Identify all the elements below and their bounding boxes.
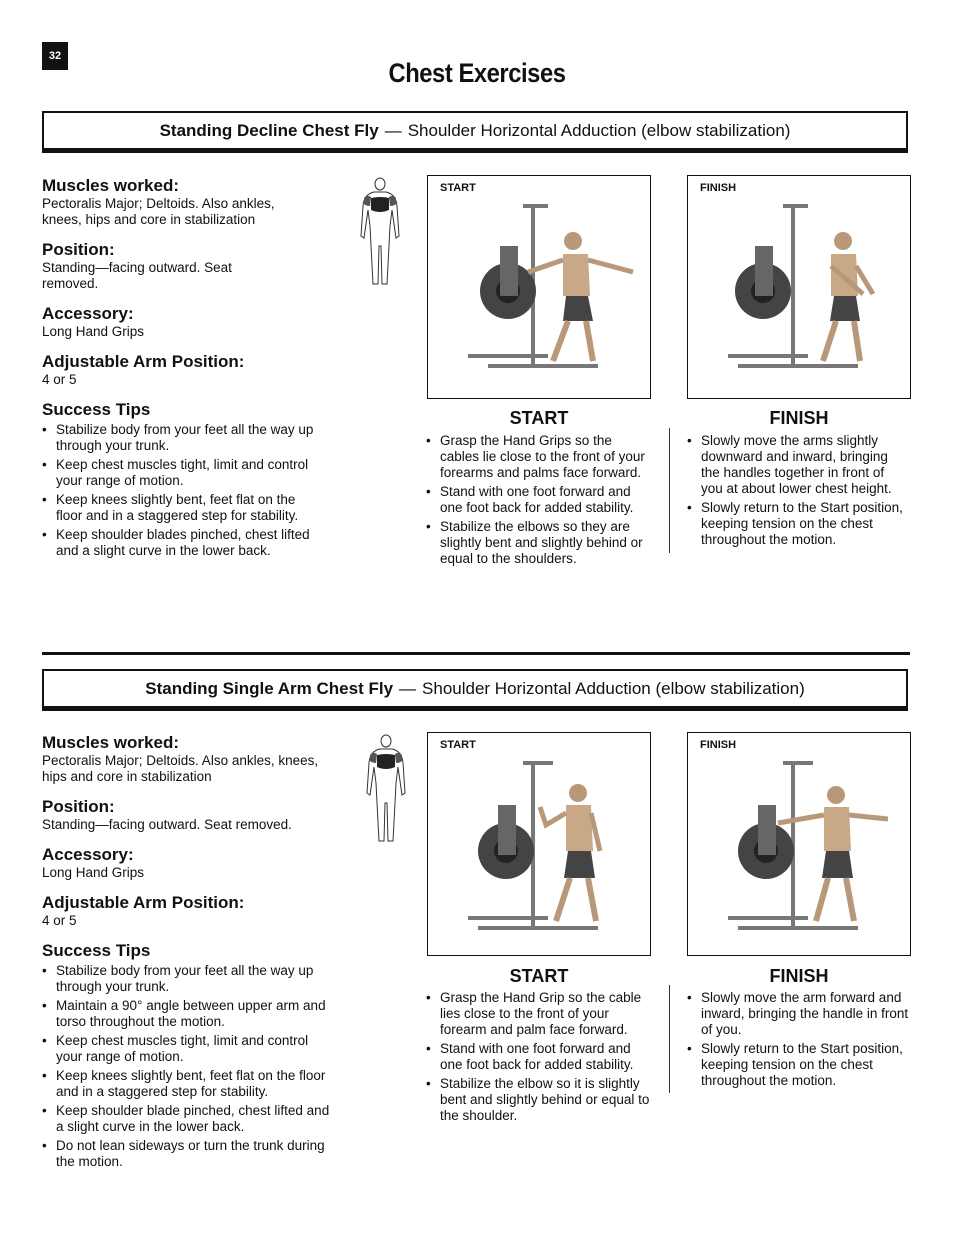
arm-position-heading: Adjustable Arm Position: xyxy=(42,352,245,371)
list-item: • Stand with one foot forward and one foot back for added stability. xyxy=(426,1041,652,1073)
start-heading: START xyxy=(509,966,569,986)
list-item: • Keep shoulder blade pinched, chest lifted and a slight curve in the lower back. xyxy=(42,1103,334,1135)
page-title: Chest Exercises xyxy=(388,58,566,88)
section-1-info xyxy=(42,176,342,562)
position-heading: Position: xyxy=(42,240,115,259)
muscles-text: Pectoralis Major; Deltoids. Also ankles, knees, hips and core in stabilization xyxy=(42,753,319,784)
success-tips-heading: Success Tips xyxy=(42,941,151,960)
position-text: Standing—facing outward. Seat removed. xyxy=(42,817,292,832)
finish-heading: FINISH xyxy=(769,966,829,986)
list-item: • Keep knees slightly bent, feet flat on the floor and in a staggered step for stability. xyxy=(42,1068,334,1100)
list-item: • Stabilize body from your feet all the way up through your trunk. xyxy=(42,422,314,454)
section-2-name: Standing Single Arm Chest Fly xyxy=(145,678,394,698)
section-1-banner xyxy=(42,111,908,153)
start-photo-label: START xyxy=(440,182,476,194)
list-item: • Maintain a 90° angle between upper arm and torso throughout the motion. xyxy=(42,998,334,1030)
start-photo xyxy=(427,732,651,956)
arm-position-heading: Adjustable Arm Position: xyxy=(42,893,245,912)
finish-photo-label: FINISH xyxy=(700,182,737,194)
section-divider xyxy=(42,652,910,655)
success-tips-heading: Success Tips xyxy=(42,400,151,419)
finish-photo xyxy=(687,175,911,399)
position-heading: Position: xyxy=(42,797,115,816)
list-item: • Stabilize the elbow so it is slightly bent and slightly behind or equal to the shoulder. xyxy=(426,1076,652,1124)
success-tips-list xyxy=(42,963,334,1170)
list-item: • Slowly return to the Start position, keeping tension on the chest throughout the motion. xyxy=(687,1041,909,1089)
column-divider xyxy=(669,428,670,553)
list-item: • Slowly move the arm forward and inward, bringing the handle in front of you. xyxy=(687,990,909,1038)
machine-illustration-icon xyxy=(688,733,912,957)
section-2-subtitle: Shoulder Horizontal Adduction (elbow stabilization) xyxy=(422,678,805,698)
arm-position-text: 4 or 5 xyxy=(42,913,77,928)
muscles-text: Pectoralis Major; Deltoids. Also ankles, knees, hips and core in stabilization xyxy=(42,196,275,227)
start-photo-label: START xyxy=(440,739,476,751)
finish-photo-label: FINISH xyxy=(700,739,737,751)
list-item: • Keep knees slightly bent, feet flat on the floor and in a staggered step for stability. xyxy=(42,492,314,524)
machine-illustration-icon xyxy=(688,176,912,400)
list-item: • Keep shoulder blades pinched, chest lifted and a slight curve in the lower back. xyxy=(42,527,314,559)
section-1-subtitle: Shoulder Horizontal Adduction (elbow stabilization) xyxy=(407,120,791,140)
section-2-dash: — xyxy=(399,678,417,698)
finish-steps-list xyxy=(687,990,909,1092)
column-divider xyxy=(669,985,670,1093)
start-steps-list xyxy=(426,990,652,1127)
muscles-heading: Muscles worked: xyxy=(42,176,179,195)
finish-photo xyxy=(687,732,911,956)
list-item: • Keep chest muscles tight, limit and control your range of motion. xyxy=(42,457,314,489)
accessory-text: Long Hand Grips xyxy=(42,324,145,339)
list-item: • Stand with one foot forward and one foot back for added stability. xyxy=(426,484,652,516)
arm-position-text: 4 or 5 xyxy=(42,372,77,387)
finish-steps-list xyxy=(687,433,909,551)
machine-illustration-icon xyxy=(428,176,652,400)
section-1-name: Standing Decline Chest Fly xyxy=(159,120,379,140)
start-steps-list xyxy=(426,433,652,570)
start-photo xyxy=(427,175,651,399)
muscle-diagram-icon xyxy=(364,733,408,845)
success-tips-list xyxy=(42,422,314,559)
machine-illustration-icon xyxy=(428,733,652,957)
list-item: • Grasp the Hand Grips so the cables lie close to the front of your forearms and palms face forward. xyxy=(426,433,652,481)
section-2-info xyxy=(42,733,342,1173)
position-text: Standing—facing outward. Seat removed. xyxy=(42,260,232,291)
list-item: • Stabilize the elbows so they are slightly bent and slightly behind or equal to the shoulders. xyxy=(426,519,652,567)
list-item: • Do not lean sideways or turn the trunk during the motion. xyxy=(42,1138,334,1170)
muscle-diagram-icon xyxy=(358,176,402,288)
list-item: • Keep chest muscles tight, limit and control your range of motion. xyxy=(42,1033,334,1065)
accessory-text: Long Hand Grips xyxy=(42,865,145,880)
page-number: 32 xyxy=(42,42,68,70)
list-item: • Slowly return to the Start position, keeping tension on the chest throughout the motion. xyxy=(687,500,909,548)
accessory-heading: Accessory: xyxy=(42,845,134,864)
accessory-heading: Accessory: xyxy=(42,304,134,323)
section-1-dash: — xyxy=(384,120,402,140)
muscles-heading: Muscles worked: xyxy=(42,733,179,752)
list-item: • Slowly move the arms slightly downward and inward, bringing the handles together in front of you at about lower chest height. xyxy=(687,433,909,497)
list-item: • Grasp the Hand Grip so the cable lies close to the front of your forearm and palm face forward. xyxy=(426,990,652,1038)
section-2-banner xyxy=(42,669,908,711)
start-heading: START xyxy=(509,408,569,428)
finish-heading: FINISH xyxy=(769,408,829,428)
list-item: • Stabilize body from your feet all the way up through your trunk. xyxy=(42,963,334,995)
